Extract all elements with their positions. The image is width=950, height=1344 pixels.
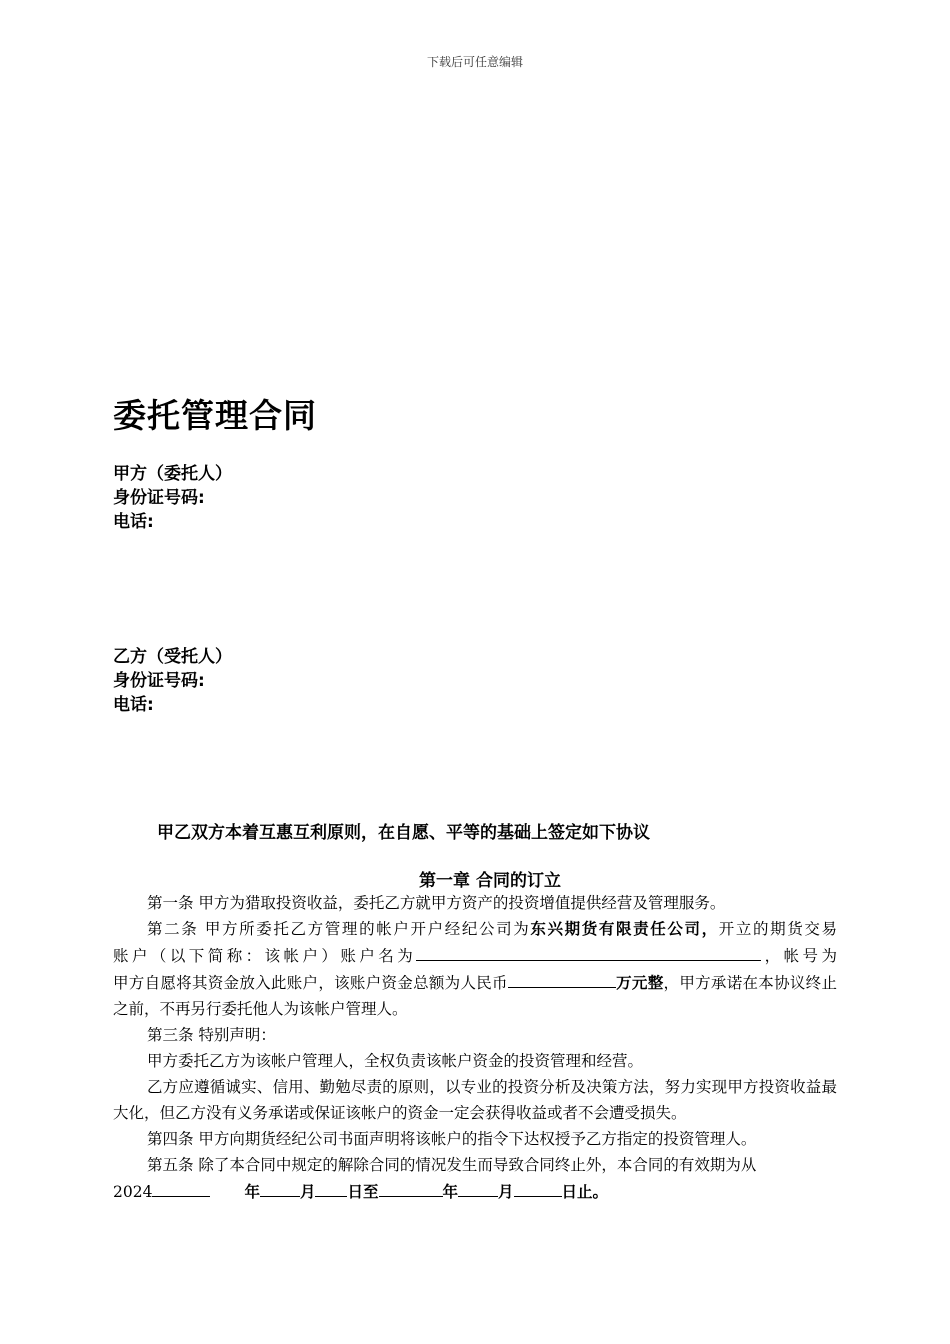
date-unit: 年 (244, 1183, 260, 1201)
end-month-blank (458, 1178, 498, 1197)
broker-company: 东兴期货有限责任公司， (530, 920, 719, 938)
article-2-text: ，甲方承诺在本协议终止之前，不再另行委托他人为该帐户管理人。 (113, 974, 837, 1018)
article-3-para-1: 甲方委托乙方为该帐户管理人，全权负责该帐户资金的投资管理和经营。 (147, 1052, 644, 1070)
month-blank (260, 1178, 300, 1197)
date-unit: 年 (442, 1183, 459, 1201)
party-a-label: 甲方（委托人） (113, 464, 232, 484)
amount-unit: 万元整 (615, 974, 664, 992)
date-unit: 日至 (347, 1183, 379, 1201)
start-year: 2024 (113, 1183, 153, 1201)
article-2-text: ，帐号为 (761, 947, 837, 965)
end-day-blank (514, 1178, 562, 1197)
party-a-phone-label: 电话: (113, 512, 154, 532)
article-2-line2 (113, 942, 837, 969)
date-unit: 月 (498, 1183, 514, 1201)
party-b-id-label: 身份证号码: (113, 671, 205, 691)
date-unit: 日止。 (561, 1183, 609, 1201)
intro-statement: 甲乙双方本着互惠互利原则，在自愿、平等的基础上签定如下协议 (157, 823, 650, 843)
article-5: 第五条 除了本合同中规定的解除合同的情况发生而导致合同终止外，本合同的有效期为从 (147, 1156, 757, 1174)
chapter-title: 第一章 合同的订立 (419, 871, 561, 891)
day-blank (315, 1178, 347, 1197)
article-2-text: 账户（以下简称：该帐户）账户名为 (113, 947, 417, 965)
page-title: 委托管理合同 (113, 396, 317, 435)
article-4: 第四条 甲方向期货经纪公司书面声明将该帐户的指令下达权授予乙方指定的投资管理人。 (147, 1130, 757, 1148)
party-b-block (113, 645, 232, 717)
contract-body (113, 890, 837, 1205)
end-year-blank (379, 1178, 443, 1197)
year-blank (152, 1178, 210, 1197)
article-3-para-2: 乙方应遵循诚实、信用、勤勉尽责的原则，以专业的投资分析及决策方法，努力实现甲方投资收益最大化，但乙方没有义务承诺或保证该帐户的资金一定会获得收益或者不会遭受损失。 (113, 1078, 837, 1122)
article-2-text: 甲方自愿将其资金放入此账户，该账户资金总额为人民币 (113, 974, 508, 992)
party-b-phone-label: 电话: (113, 695, 154, 715)
account-name-blank (416, 942, 761, 961)
date-unit: 月 (299, 1183, 316, 1201)
party-a-block (113, 462, 232, 534)
header-note: 下载后可任意编辑 (426, 55, 523, 69)
article-1: 第一条 甲方为猎取投资收益，委托乙方就甲方资产的投资增值提供经营及管理服务。 (147, 894, 726, 912)
article-2-text: 开立的期货交易 (718, 920, 837, 938)
article-2-line3 (113, 969, 837, 1022)
article-2-line1 (113, 916, 837, 942)
amount-blank (508, 969, 616, 988)
article-2-text: 第二条 甲方所委托乙方管理的帐户开户经纪公司为 (147, 920, 531, 938)
article-5-dates (113, 1178, 837, 1205)
party-a-id-label: 身份证号码: (113, 488, 205, 508)
article-3: 第三条 特别声明： (147, 1026, 276, 1044)
party-b-label: 乙方（受托人） (113, 647, 232, 667)
